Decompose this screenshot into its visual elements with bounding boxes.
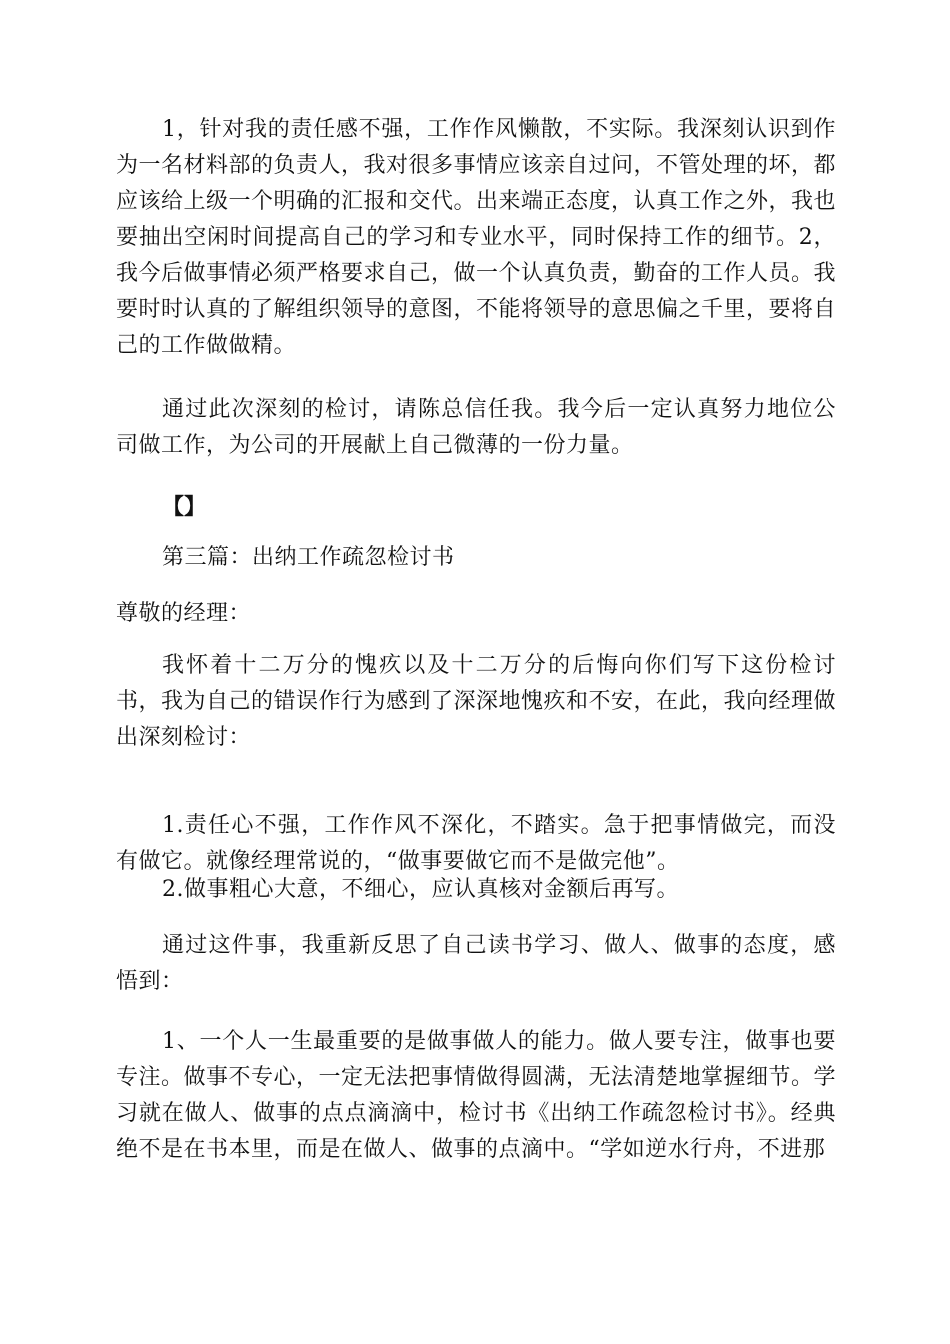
paragraph-apology: 我怀着十二万分的愧疚以及十二万分的后悔向你们写下这份检讨书，我为自己的错误作行为感到了深深地愧疚和不安，在此，我向经理做出深刻检讨：	[116, 653, 837, 750]
paragraph-reflection: 通过这件事，我重新反思了自己读书学习、做人、做事的态度，感悟到：	[116, 933, 836, 994]
salutation: 尊敬的经理：	[116, 601, 252, 626]
list-item-1: 1.责任心不强，工作作风不深化，不踏实。急于把事情做完，而没有做它。就像经理常说的，“做事要做它而不是做完他”。	[116, 813, 836, 874]
paragraph-insight: 1、一个人一生最重要的是做事做人的能力。做人要专注，做事也要专注。做事不专心，一定无法把事情做得圆满，无法清楚地掌握细节。学习就在做人、做事的点点滴滴中，检讨书《出纳工作疏忽检讨书》。经典绝不是在书本里，而是在做人、做事的点滴中。“学如逆水行舟，不进那	[116, 1029, 837, 1162]
section-title: 第三篇：出纳工作疏忽检讨书	[162, 545, 455, 570]
paragraph-conclusion: 通过此次深刻的检讨，请陈总信任我。我今后一定认真努力地位公司做工作，为公司的开展献上自己微薄的一份力量。	[116, 397, 836, 458]
bracket-marker: 【】	[162, 495, 207, 520]
paragraph-responsibility: 1，针对我的责任感不强，工作作风懒散，不实际。我深刻认识到作为一名材料部的负责人，我对很多事情应该亲自过问，不管处理的坏，都应该给上级一个明确的汇报和交代。出来端正态度，认真工作之外，我也要抽出空闲时间提高自己的学习和专业水平，同时保持工作的细节。2，我今后做事情必须严格要求自己，做一个认真负责，勤奋的工作人员。我要时时认真的了解组织领导的意图，不能将领导的意思偏之千里，要将自己的工作做做精。	[116, 117, 837, 358]
list-item-2: 2.做事粗心大意，不细心，应认真核对金额后再写。	[162, 877, 679, 902]
